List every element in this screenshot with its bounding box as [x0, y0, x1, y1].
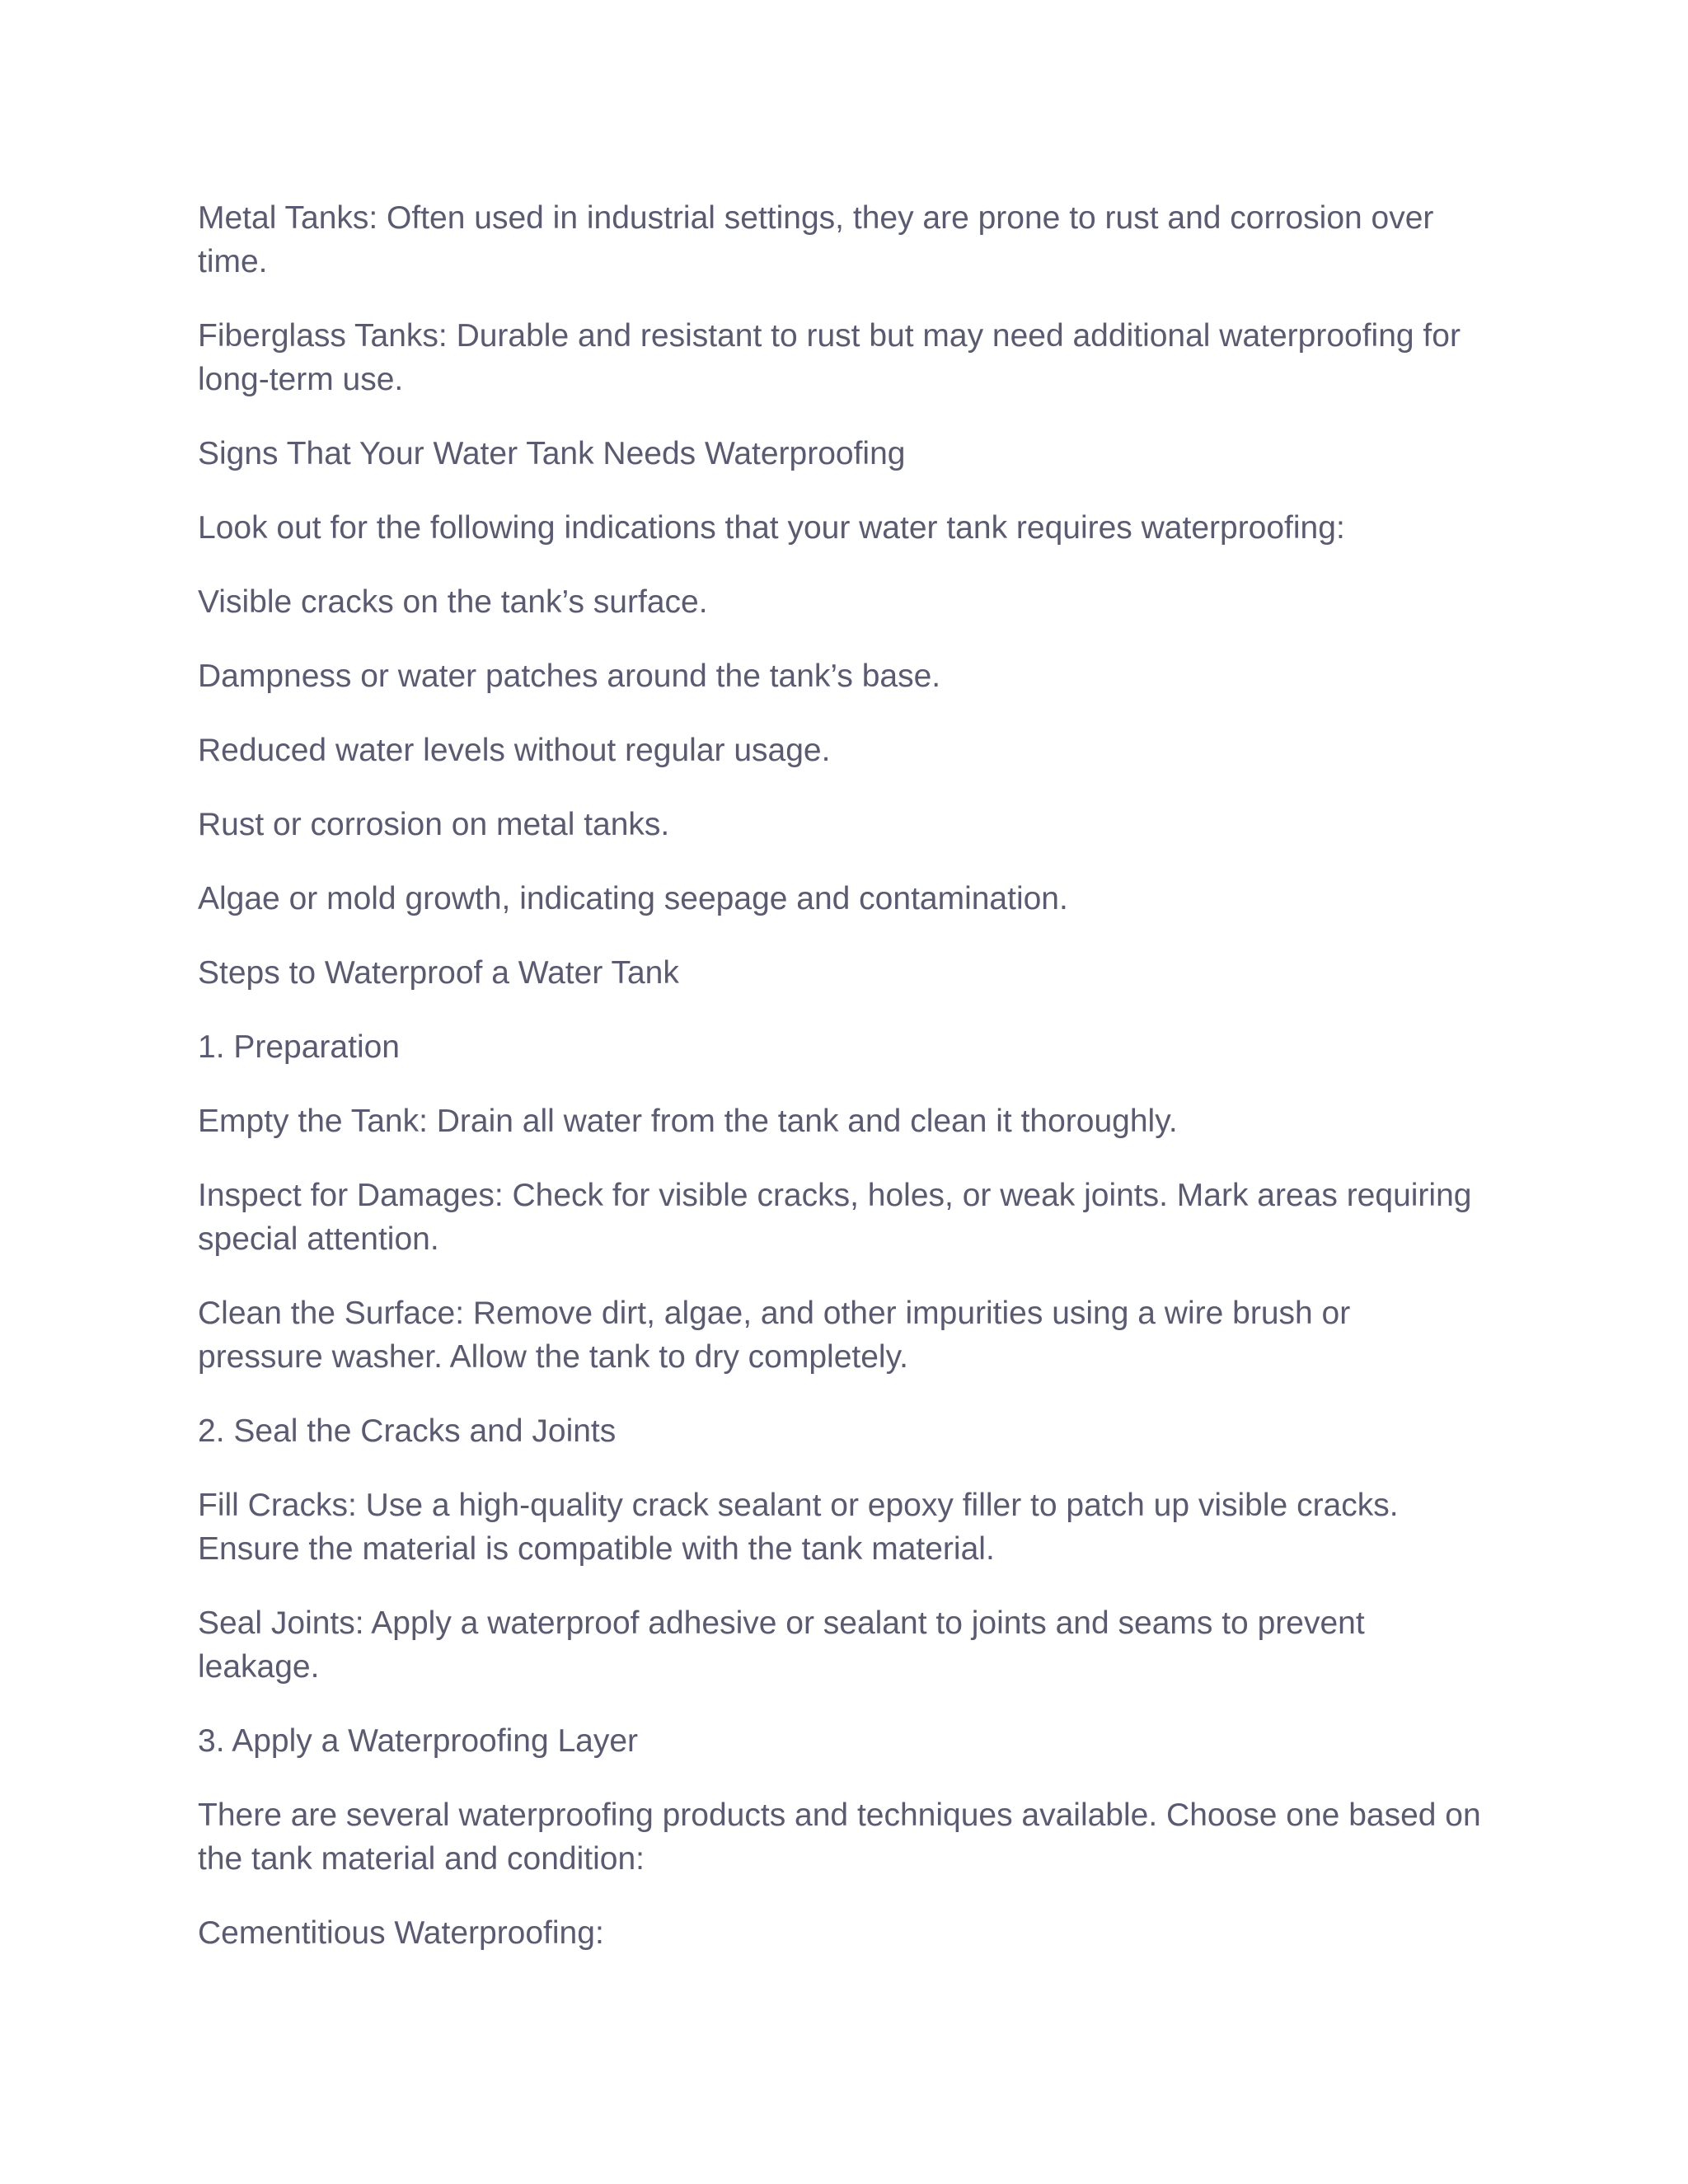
step-heading-preparation: 1. Preparation	[198, 1029, 400, 1065]
paragraph-products-intro: There are several waterproofing products and techniques available. Choose one based on the tank material and condition:	[198, 1797, 1481, 1877]
document-body	[198, 196, 1484, 1985]
paragraph-empty-tank: Empty the Tank: Drain all water from the tank and clean it thoroughly.	[198, 1104, 1178, 1139]
paragraph-metal-tanks: Metal Tanks: Often used in industrial settings, they are prone to rust and corrosion over time.	[198, 200, 1434, 279]
paragraph-cementitious: Cementitious Waterproofing:	[198, 1915, 604, 1951]
section-heading-signs: Signs That Your Water Tank Needs Waterproofing	[198, 436, 906, 471]
paragraph-fill-cracks: Fill Cracks: Use a high-quality crack sealant or epoxy filler to patch up visible cracks. Ensure the material is compatible with the tank material.	[198, 1488, 1399, 1567]
paragraph-inspect-damages: Inspect for Damages: Check for visible cracks, holes, or weak joints. Mark areas requiring special attention.	[198, 1178, 1472, 1257]
paragraph-signs-intro: Look out for the following indications that your water tank requires waterproofing:	[198, 510, 1345, 546]
paragraph-seal-joints: Seal Joints: Apply a waterproof adhesive or sealant to joints and seams to prevent leakage.	[198, 1605, 1365, 1685]
section-heading-steps: Steps to Waterproof a Water Tank	[198, 955, 679, 991]
step-heading-waterproofing-layer: 3. Apply a Waterproofing Layer	[198, 1723, 639, 1759]
list-item-dampness: Dampness or water patches around the tank’s base.	[198, 658, 941, 694]
list-item-algae: Algae or mold growth, indicating seepage and contamination.	[198, 881, 1068, 916]
step-heading-seal-cracks: 2. Seal the Cracks and Joints	[198, 1413, 617, 1449]
list-item-visible-cracks: Visible cracks on the tank’s surface.	[198, 584, 708, 620]
paragraph-fiberglass-tanks: Fiberglass Tanks: Durable and resistant to rust but may need additional waterproofing for long-term use.	[198, 318, 1461, 397]
list-item-rust: Rust or corrosion on metal tanks.	[198, 807, 670, 842]
list-item-reduced-water: Reduced water levels without regular usage.	[198, 733, 831, 768]
paragraph-clean-surface: Clean the Surface: Remove dirt, algae, and other impurities using a wire brush or pressure washer. Allow the tank to dry completely.	[198, 1296, 1351, 1375]
